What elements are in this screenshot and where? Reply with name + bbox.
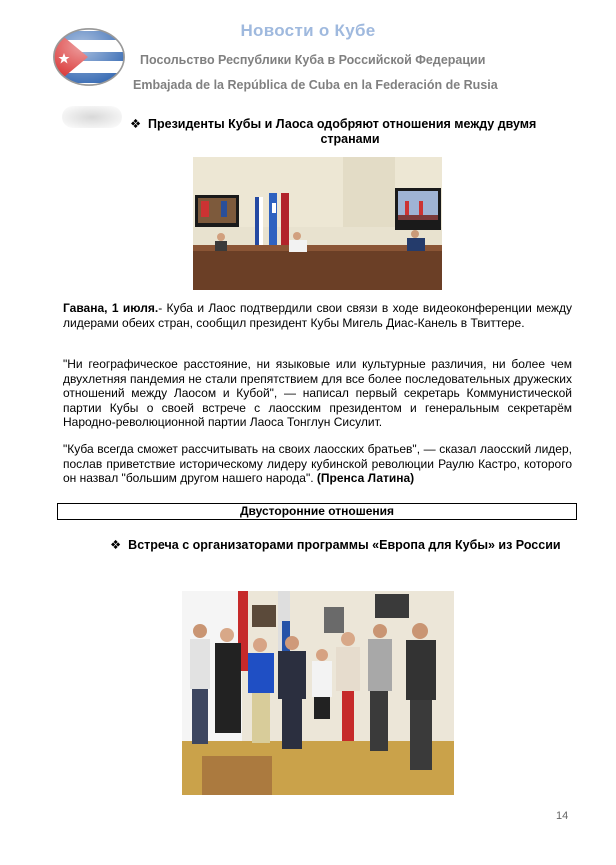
embassy-name-es: Embajada de la República de Cuba en la Federación de Rusia	[133, 78, 498, 92]
article1-headline	[130, 117, 570, 132]
paragraph-3-text: "Куба всегда сможет рассчитывать на своих лаосских братьев", — сказал лаосский лидер, послав приветствие историческому лидеру кубинской революции Раулю Кастро, которого он назвал "большим другом нашего народа".	[63, 442, 572, 485]
article1-photo	[193, 157, 442, 290]
article2-photo	[182, 591, 454, 795]
diamond-bullet-icon: ❖	[110, 538, 122, 552]
article1-paragraph-2: "Ни географическое расстояние, ни языковые или культурные различия, ни более чем двухлетняя пандемия не стали препятствием для все более последовательных дружеских отношений между Лаосом и Кубой", — написал первый секретарь Коммунистической партии Кубы о своей встрече с лаосским президентом и генеральным секретарём Народно-революционной партии Лаоса Тонглун Сисулит.	[63, 357, 572, 429]
page-number: 14	[556, 810, 569, 822]
article1-headline-text: Президенты Кубы и Лаоса одобряют отношения между двумя	[148, 117, 537, 131]
article1-headline-cont: странами	[320, 132, 380, 146]
embassy-name-ru: Посольство Республики Куба в Российской Федерации	[140, 53, 486, 67]
article1-paragraph-1	[63, 301, 572, 330]
article2-headline-text: Встреча с организаторами программы «Европа для Кубы» из России	[128, 538, 561, 552]
newsletter-title: Новости о Кубе	[240, 21, 376, 40]
paragraph-1-text: - Куба и Лаос подтвердили свои связи в ходе видеоконференции между лидерами обеих стран, сообщил президент Кубы Мигель Диас-Канель в Твиттере.	[63, 301, 573, 330]
news-source: (Пренса Латина)	[316, 471, 415, 485]
diamond-bullet-icon: ❖	[130, 117, 142, 131]
article1-paragraph-3	[63, 442, 572, 486]
dateline: Гавана, 1 июля.	[63, 301, 159, 315]
section-header: Двусторонние отношения	[57, 503, 577, 520]
blurred-mark	[62, 106, 122, 128]
article2-headline	[110, 537, 561, 552]
